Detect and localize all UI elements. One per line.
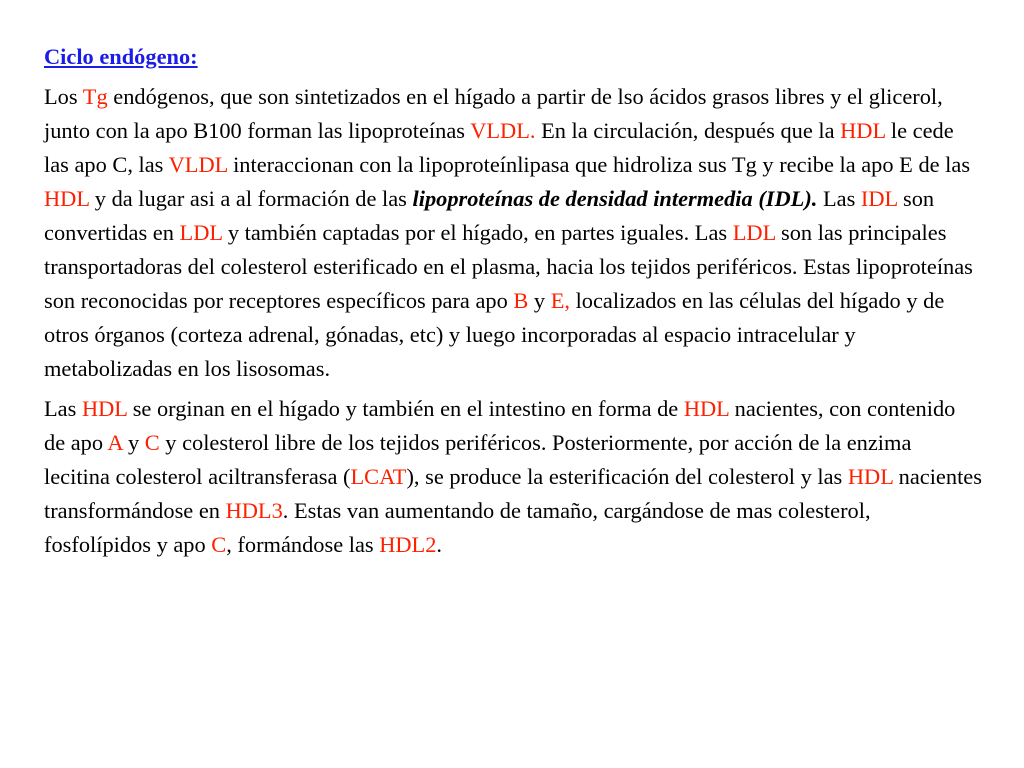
text-run: son convertidas en bbox=[44, 186, 935, 245]
text-run: y también captadas por el hígado, en partes iguales. Las bbox=[222, 220, 733, 245]
text-run: le cede las apo C, las bbox=[44, 118, 954, 177]
emphasized-term: lipoproteínas de densidad intermedia (IDL). bbox=[412, 186, 818, 211]
highlighted-term: Tg bbox=[82, 84, 108, 109]
text-run: nacientes, con contenido de apo bbox=[44, 396, 956, 455]
slide-title: Ciclo endógeno: bbox=[44, 44, 198, 69]
highlighted-term: HDL3 bbox=[225, 498, 283, 523]
text-run: interaccionan con la lipoproteínlipasa que hidroliza sus Tg y recibe la apo E de las bbox=[227, 152, 971, 177]
text-run: Los bbox=[44, 84, 83, 109]
text-run: Las bbox=[817, 186, 861, 211]
highlighted-term: C bbox=[144, 430, 160, 455]
highlighted-term: VLDL bbox=[168, 152, 228, 177]
highlighted-term: HDL2 bbox=[379, 532, 437, 557]
highlighted-term: HDL bbox=[44, 186, 90, 211]
highlighted-term: HDL bbox=[840, 118, 886, 143]
slide-content bbox=[44, 40, 982, 568]
text-run: . bbox=[436, 532, 443, 557]
text-run: son las principales transportadoras del colesterol esterificado en el plasma, hacia los tejidos periféricos. Estas lipoproteínas son reconocidas por receptores específicos para apo bbox=[44, 220, 973, 313]
text-run: nacientes transformándose en bbox=[44, 464, 982, 523]
text-run: se orginan en el hígado y también en el intestino en forma de bbox=[127, 396, 684, 421]
highlighted-term: LCAT bbox=[350, 464, 407, 489]
highlighted-term: HDL bbox=[81, 396, 128, 421]
text-run: y colesterol libre de los tejidos periféricos. Posteriormente, por acción de la enzima lecitina colesterol aciltransferasa ( bbox=[44, 430, 912, 489]
highlighted-term: LDL bbox=[179, 220, 223, 245]
paragraphs-container bbox=[44, 80, 982, 562]
highlighted-term: HDL bbox=[683, 396, 730, 421]
text-run: . Estas van aumentando de tamaño, cargándose de mas colesterol, fosfolípidos y apo bbox=[44, 498, 871, 557]
text-run: y bbox=[122, 430, 145, 455]
highlighted-term: E, bbox=[550, 288, 570, 313]
highlighted-term: VLDL. bbox=[470, 118, 536, 143]
highlighted-term: A bbox=[107, 430, 123, 455]
text-run: ), se produce la esterificación del colesterol y las bbox=[406, 464, 848, 489]
paragraph bbox=[44, 392, 982, 562]
text-run: En la circulación, después que la bbox=[535, 118, 841, 143]
highlighted-term: LDL bbox=[732, 220, 776, 245]
text-run: , formándose las bbox=[226, 532, 380, 557]
paragraph bbox=[44, 80, 982, 386]
text-run: Las bbox=[44, 396, 82, 421]
text-run: localizados en las células del hígado y de otros órganos (corteza adrenal, gónadas, etc) y luego incorporadas al espacio intracelular y metabolizadas en los lisosomas. bbox=[44, 288, 945, 381]
highlighted-term: B bbox=[513, 288, 529, 313]
highlighted-term: C bbox=[211, 532, 227, 557]
text-run: endógenos, que son sintetizados en el hígado a partir de lso ácidos grasos libres y el glicerol, junto con la apo B100 forman las lipoproteínas bbox=[44, 84, 943, 143]
highlighted-term: IDL bbox=[860, 186, 898, 211]
text-run: y bbox=[528, 288, 551, 313]
highlighted-term: HDL bbox=[847, 464, 894, 489]
text-run: y da lugar asi a al formación de las bbox=[89, 186, 413, 211]
